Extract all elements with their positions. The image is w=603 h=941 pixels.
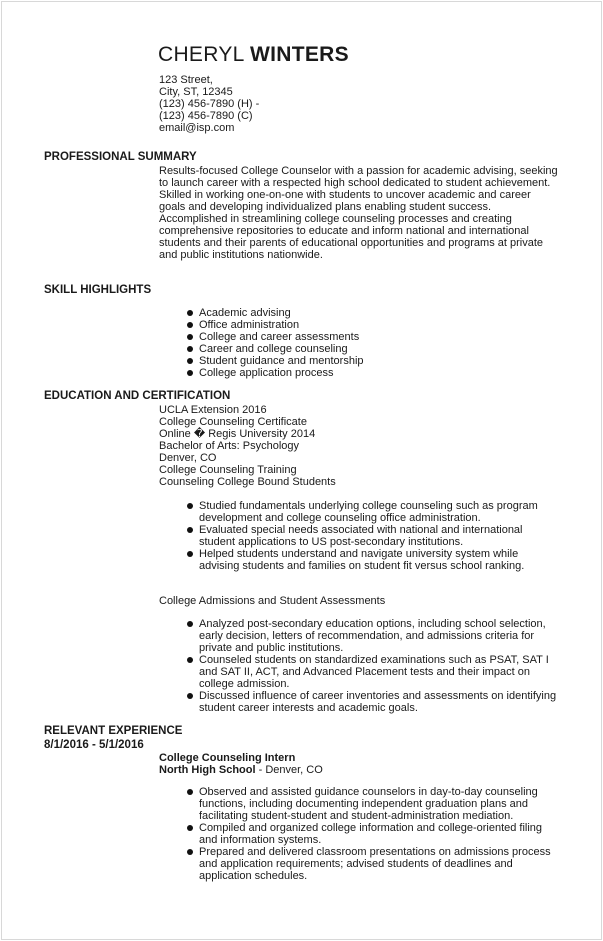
job-title: College Counseling Intern — [159, 752, 296, 764]
experience-bullet: Observed and assisted guidance counselors in day-to-day counseling functions, including documenting independent graduation plans and facilitating student-student and student-administration mediation. — [199, 786, 561, 822]
education-bullets-1 — [199, 500, 561, 572]
summary-text: Results-focused College Counselor with a passion for academic advising, seeking to launch career with a respected high school dedicated to student achievement. Skilled in working one-on-one with students to uncover academic and career goals and developing individualized plans enabling student success. Accomplished in streamlining college counseling processes and creating comprehensive repositories to educate and inform national and international students and their parents of educational opportunities and programs at private and public institutions nationwide. — [159, 165, 558, 261]
candidate-name — [158, 43, 349, 67]
education-line: College Counseling Training — [159, 464, 297, 476]
education-bullet: Analyzed post-secondary education options, including school selection, early decision, letters of recommendation, and admissions criteria for private and public institutions. — [199, 618, 561, 654]
education-bullet: Studied fundamentals underlying college counseling such as program development and college counseling office administration. — [199, 500, 561, 524]
education-heading: EDUCATION AND CERTIFICATION — [44, 390, 231, 402]
contact-street: 123 Street, — [159, 74, 213, 86]
education-line: UCLA Extension 2016 — [159, 404, 267, 416]
skills-heading: SKILL HIGHLIGHTS — [44, 284, 152, 296]
contact-city: City, ST, 12345 — [159, 86, 233, 98]
employer-location: - Denver, CO — [255, 764, 323, 776]
education-line: Counseling College Bound Students — [159, 476, 336, 488]
employer-name: North High School — [159, 764, 256, 776]
education-bullet: Evaluated special needs associated with national and international student applications to US post-secondary institutions. — [199, 524, 561, 548]
education-bullet: Helped students understand and navigate university system while advising students and families on student fit versus school ranking. — [199, 548, 561, 572]
skill-item: Career and college counseling — [199, 343, 561, 355]
education-bullet: Discussed influence of career inventories and assessments on identifying student career interests and academic goals. — [199, 690, 561, 714]
skills-list — [199, 307, 561, 379]
education-line: Online � Regis University 2014 — [159, 428, 316, 440]
last-name: WINTERS — [249, 43, 349, 66]
skill-item: Student guidance and mentorship — [199, 355, 561, 367]
education-line: Bachelor of Arts: Psychology — [159, 440, 300, 452]
skill-item: College application process — [199, 367, 561, 379]
experience-bullets — [199, 786, 561, 882]
education-subheading: College Admissions and Student Assessments — [159, 595, 386, 607]
experience-dates: 8/1/2016 - 5/1/2016 — [44, 739, 144, 751]
experience-bullet: Prepared and delivered classroom presentations on admissions process and application requirements; advised students of deadlines and application schedules. — [199, 846, 561, 882]
first-name: CHERYL — [158, 43, 244, 66]
education-line: Denver, CO — [159, 452, 217, 464]
education-block — [159, 404, 559, 488]
experience-heading: RELEVANT EXPERIENCE — [44, 725, 183, 737]
education-bullet: Counseled students on standardized examinations such as PSAT, SAT I and SAT II, ACT, and Advanced Placement tests and their impact on college admission. — [199, 654, 561, 690]
contact-block — [159, 74, 559, 134]
education-line: College Counseling Certificate — [159, 416, 307, 428]
contact-email: email@isp.com — [159, 122, 235, 134]
skill-item: Office administration — [199, 319, 561, 331]
summary-heading: PROFESSIONAL SUMMARY — [44, 151, 197, 163]
skill-item: College and career assessments — [199, 331, 561, 343]
education-bullets-2 — [199, 618, 561, 714]
job-employer-line — [159, 764, 559, 776]
skill-item: Academic advising — [199, 307, 561, 319]
contact-home-phone: (123) 456-7890 (H) - — [159, 98, 260, 110]
experience-bullet: Compiled and organized college information and college-oriented filing and information systems. — [199, 822, 561, 846]
contact-cell-phone: (123) 456-7890 (C) — [159, 110, 253, 122]
